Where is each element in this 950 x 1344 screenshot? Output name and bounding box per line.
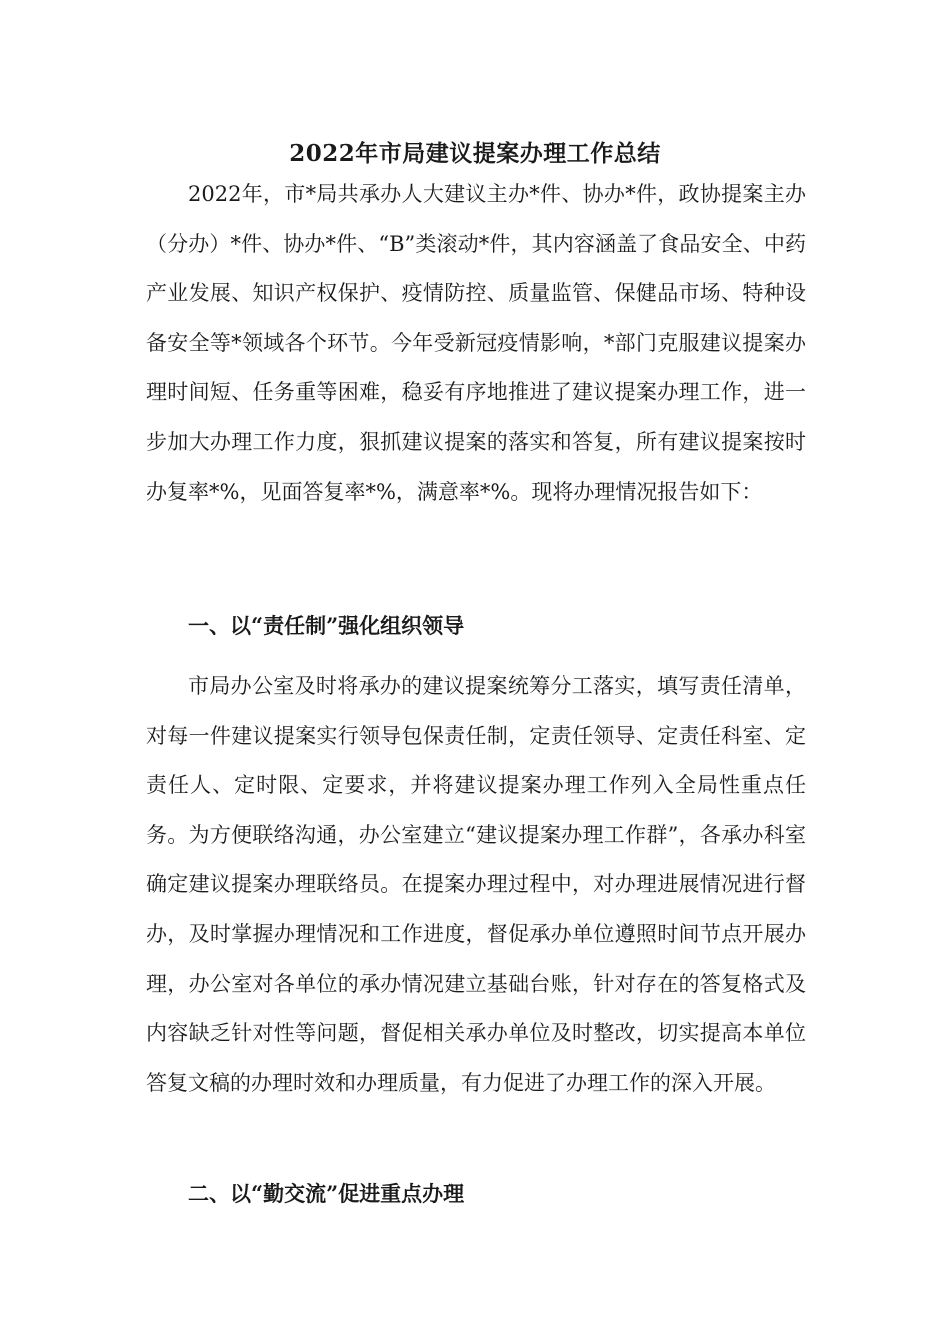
paragraph-section-1: 市局办公室及时将承办的建议提案统筹分工落实，填写责任清单，对每一件建议提案实行领导包保责任制，定责任领导、定责任科室、定责任人、定时限、定要求，并将建议提案办理工作列入全局性重点任务。为方便联络沟通，办公室建立“建议提案办理工作群”，各承办科室确定建议提案办理联络员。在提案办理过程中，对办理进展情况进行督办，及时掌握办理情况和工作进度，督促承办单位遵照时间节点开展办理，办公室对各单位的承办情况建立基础台账，针对存在的答复格式及内容缺乏针对性等问题，督促相关承办单位及时整改，切实提高本单位答复文稿的办理时效和办理质量，有力促进了办理工作的深入开展。 — [146, 674, 806, 1095]
section-heading-1: 一、以“责任制”强化组织领导 — [188, 613, 465, 638]
document-title: 2022年市局建议提案办理工作总结 — [289, 140, 661, 167]
paragraph-intro: 2022年，市*局共承办人大建议主办*件、协办*件，政协提案主办（分办）*件、协办*件、“B”类滚动*件，其内容涵盖了食品安全、中药产业发展、知识产权保护、疫情防控、质量监管、保健品市场、特种设备安全等*领域各个环节。今年受新冠疫情影响，*部门克服建议提案办理时间短、任务重等困难，稳妥有序地推进了建议提案办理工作，进一步加大办理工作力度，狠抓建议提案的落实和答复，所有建议提案按时办复率*%，见面答复率*%，满意率*%。现将办理情况报告如下： — [146, 182, 806, 504]
section-heading-2: 二、以“勤交流”促进重点办理 — [188, 1181, 465, 1206]
